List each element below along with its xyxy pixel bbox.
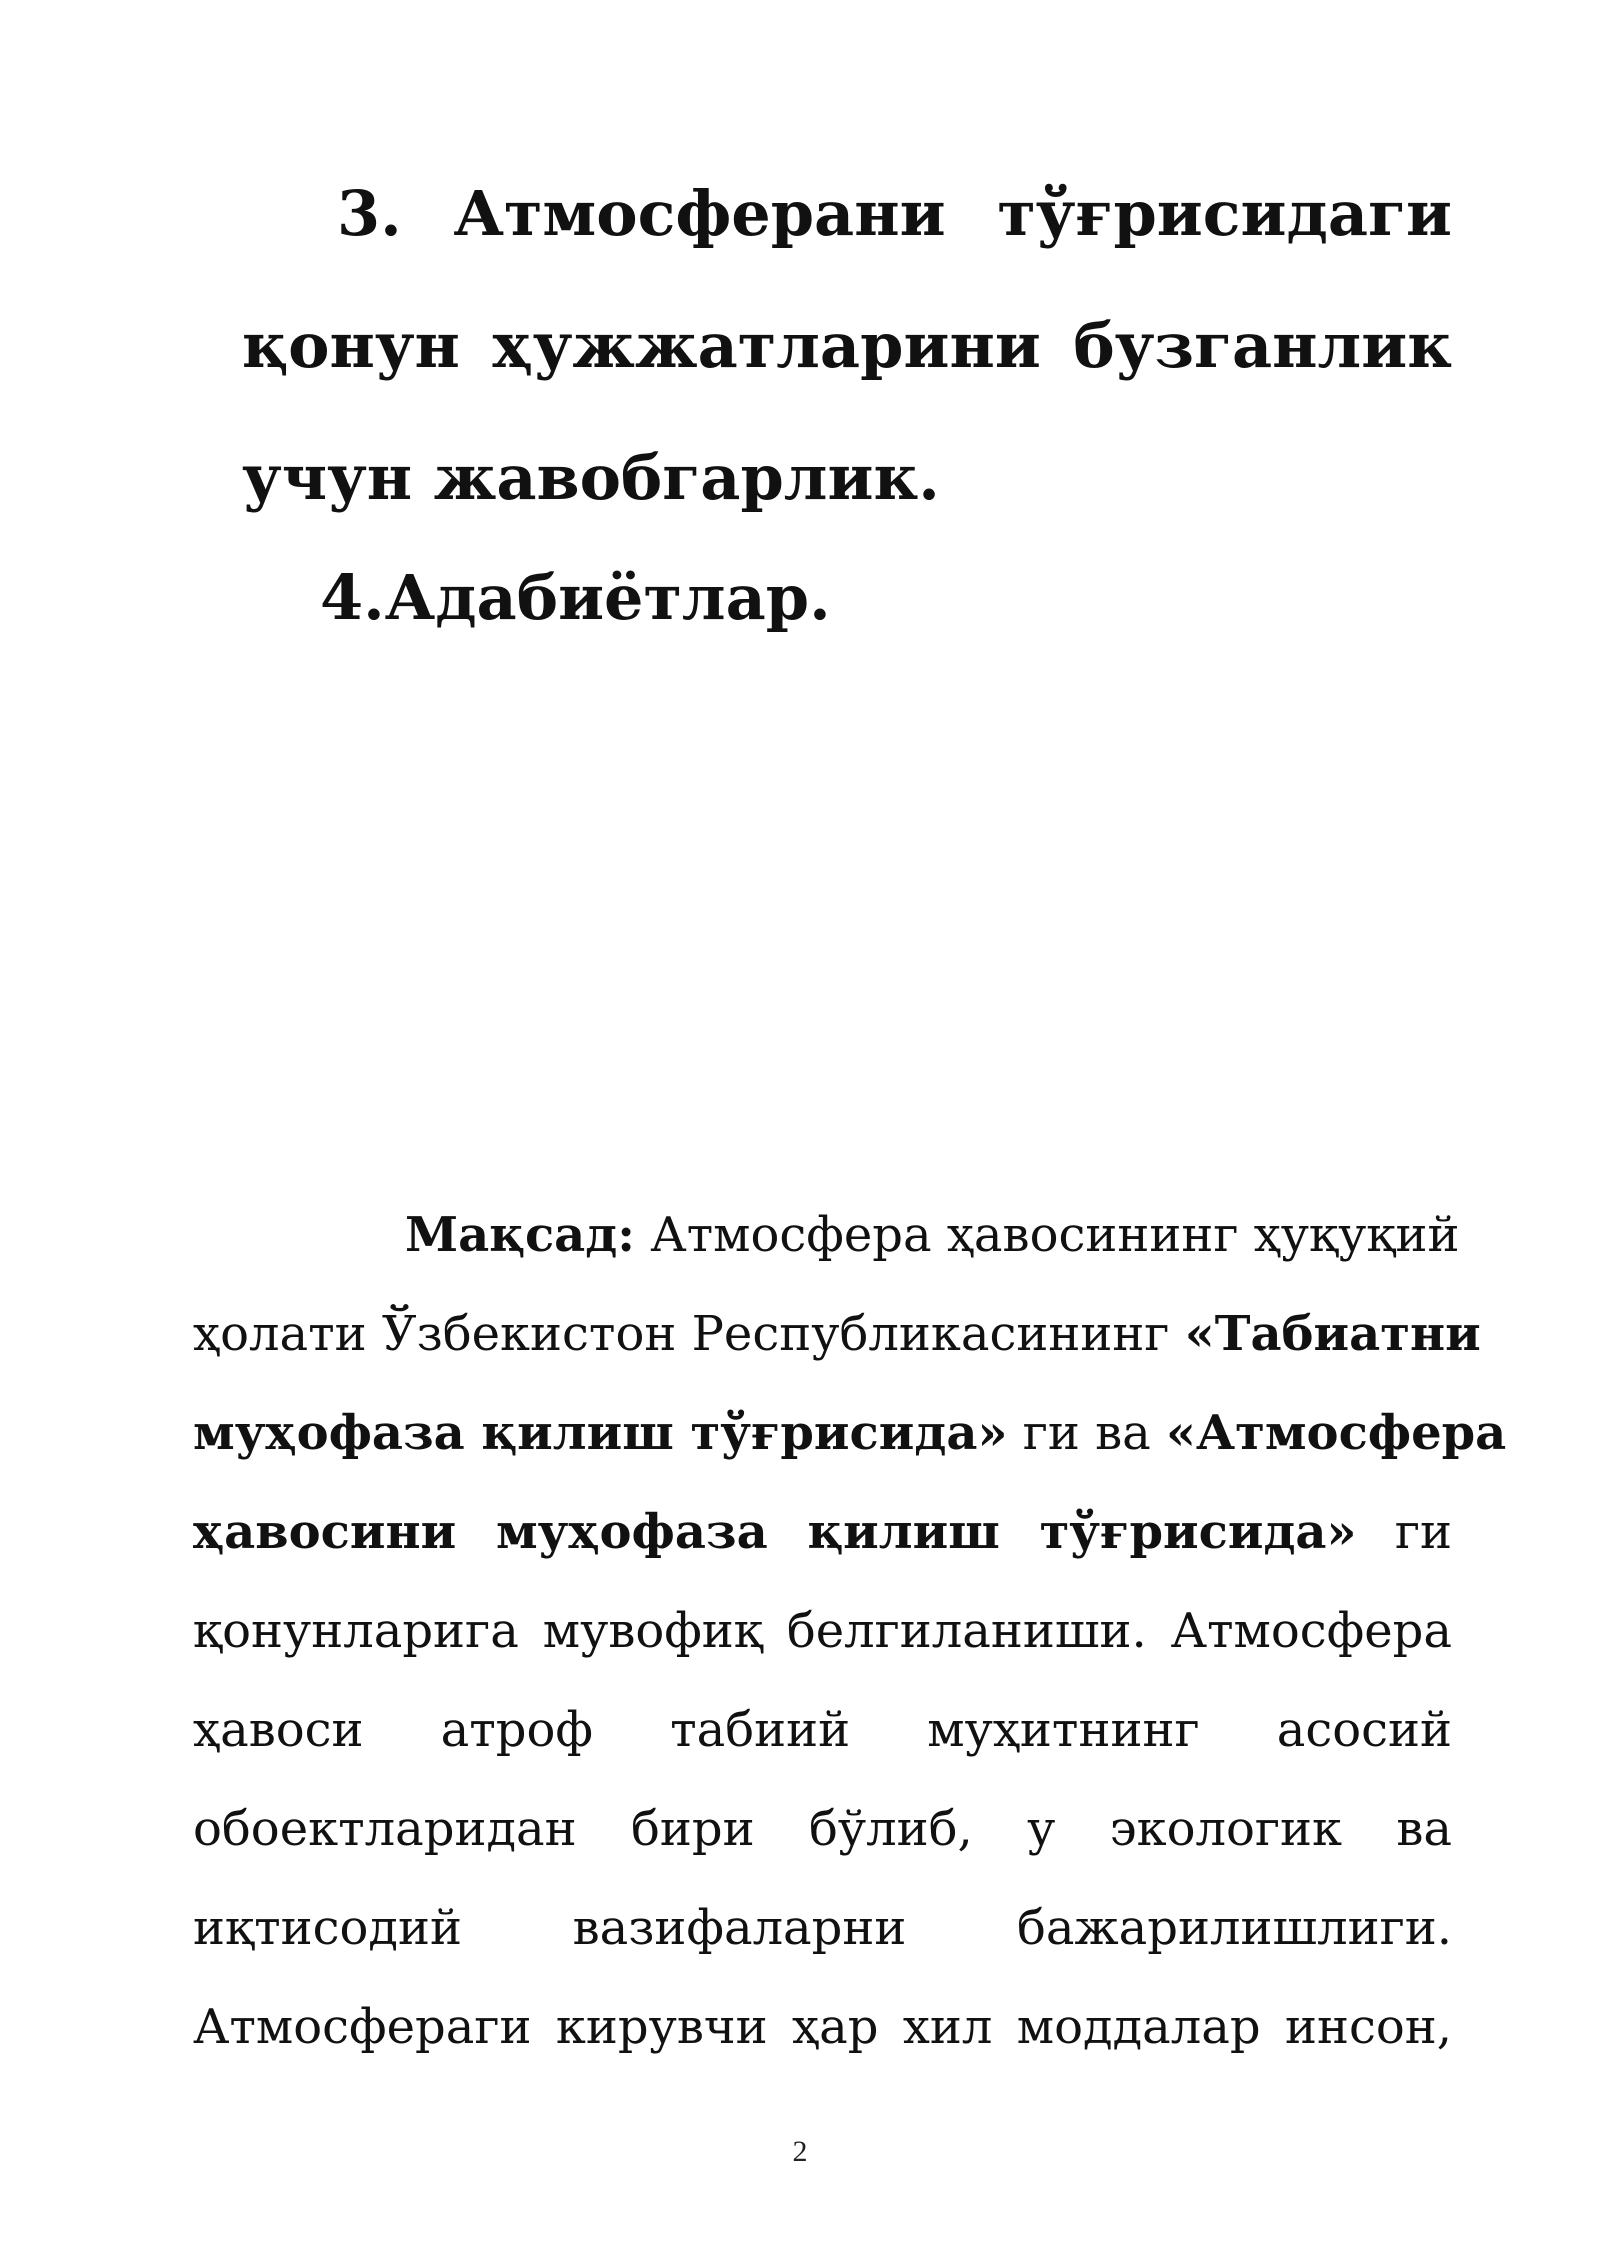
literature-heading: 4.Адабиётлар. [320, 561, 831, 634]
body-line-5: қонунларига мувофиқ белгиланиши. Атмосфера [193, 1603, 1452, 1659]
heading-line-3: учун жавобгарлик. [242, 441, 940, 514]
body-line-7: обоектларидан бири бўлиб, у экологик ва [193, 1801, 1452, 1857]
law-title: муҳофаза қилиш тўғрисида» [193, 1405, 1008, 1461]
body-text: Атмосфера ҳавосининг ҳуқуқий [635, 1207, 1460, 1263]
law-title: ҳавосини муҳофаза қилиш тўғрисида» [193, 1504, 1357, 1560]
page-number: 2 [792, 2135, 808, 2168]
heading-line-2: қонун ҳужжатларини бузганлик [242, 309, 1452, 382]
body-line-1 [193, 1186, 1460, 1285]
body-text: ги [1356, 1504, 1452, 1560]
body-line-8: иқтисодий вазифаларни бажарилишлиги. [193, 1900, 1452, 1956]
section-heading [242, 148, 1452, 544]
body-line-4 [193, 1483, 1452, 1582]
body-paragraph [193, 1186, 1507, 2077]
goal-label: Мақсад: [405, 1207, 635, 1263]
law-title: «Атмосфера [1166, 1405, 1507, 1461]
heading-line-1: 3. Атмосферани тўғрисидаги [337, 177, 1452, 250]
body-line-2 [193, 1285, 1481, 1384]
law-title: «Табиатни [1184, 1306, 1481, 1362]
body-text: ҳолати Ўзбекистон Республикасининг [193, 1306, 1185, 1362]
body-line-9: Атмосфераги кирувчи ҳар хил моддалар инсон, [193, 1999, 1452, 2055]
body-text: ги ва [1007, 1405, 1167, 1461]
body-line-3 [193, 1384, 1507, 1483]
body-line-6: ҳавоси атроф табиий муҳитнинг асосий [193, 1702, 1452, 1758]
